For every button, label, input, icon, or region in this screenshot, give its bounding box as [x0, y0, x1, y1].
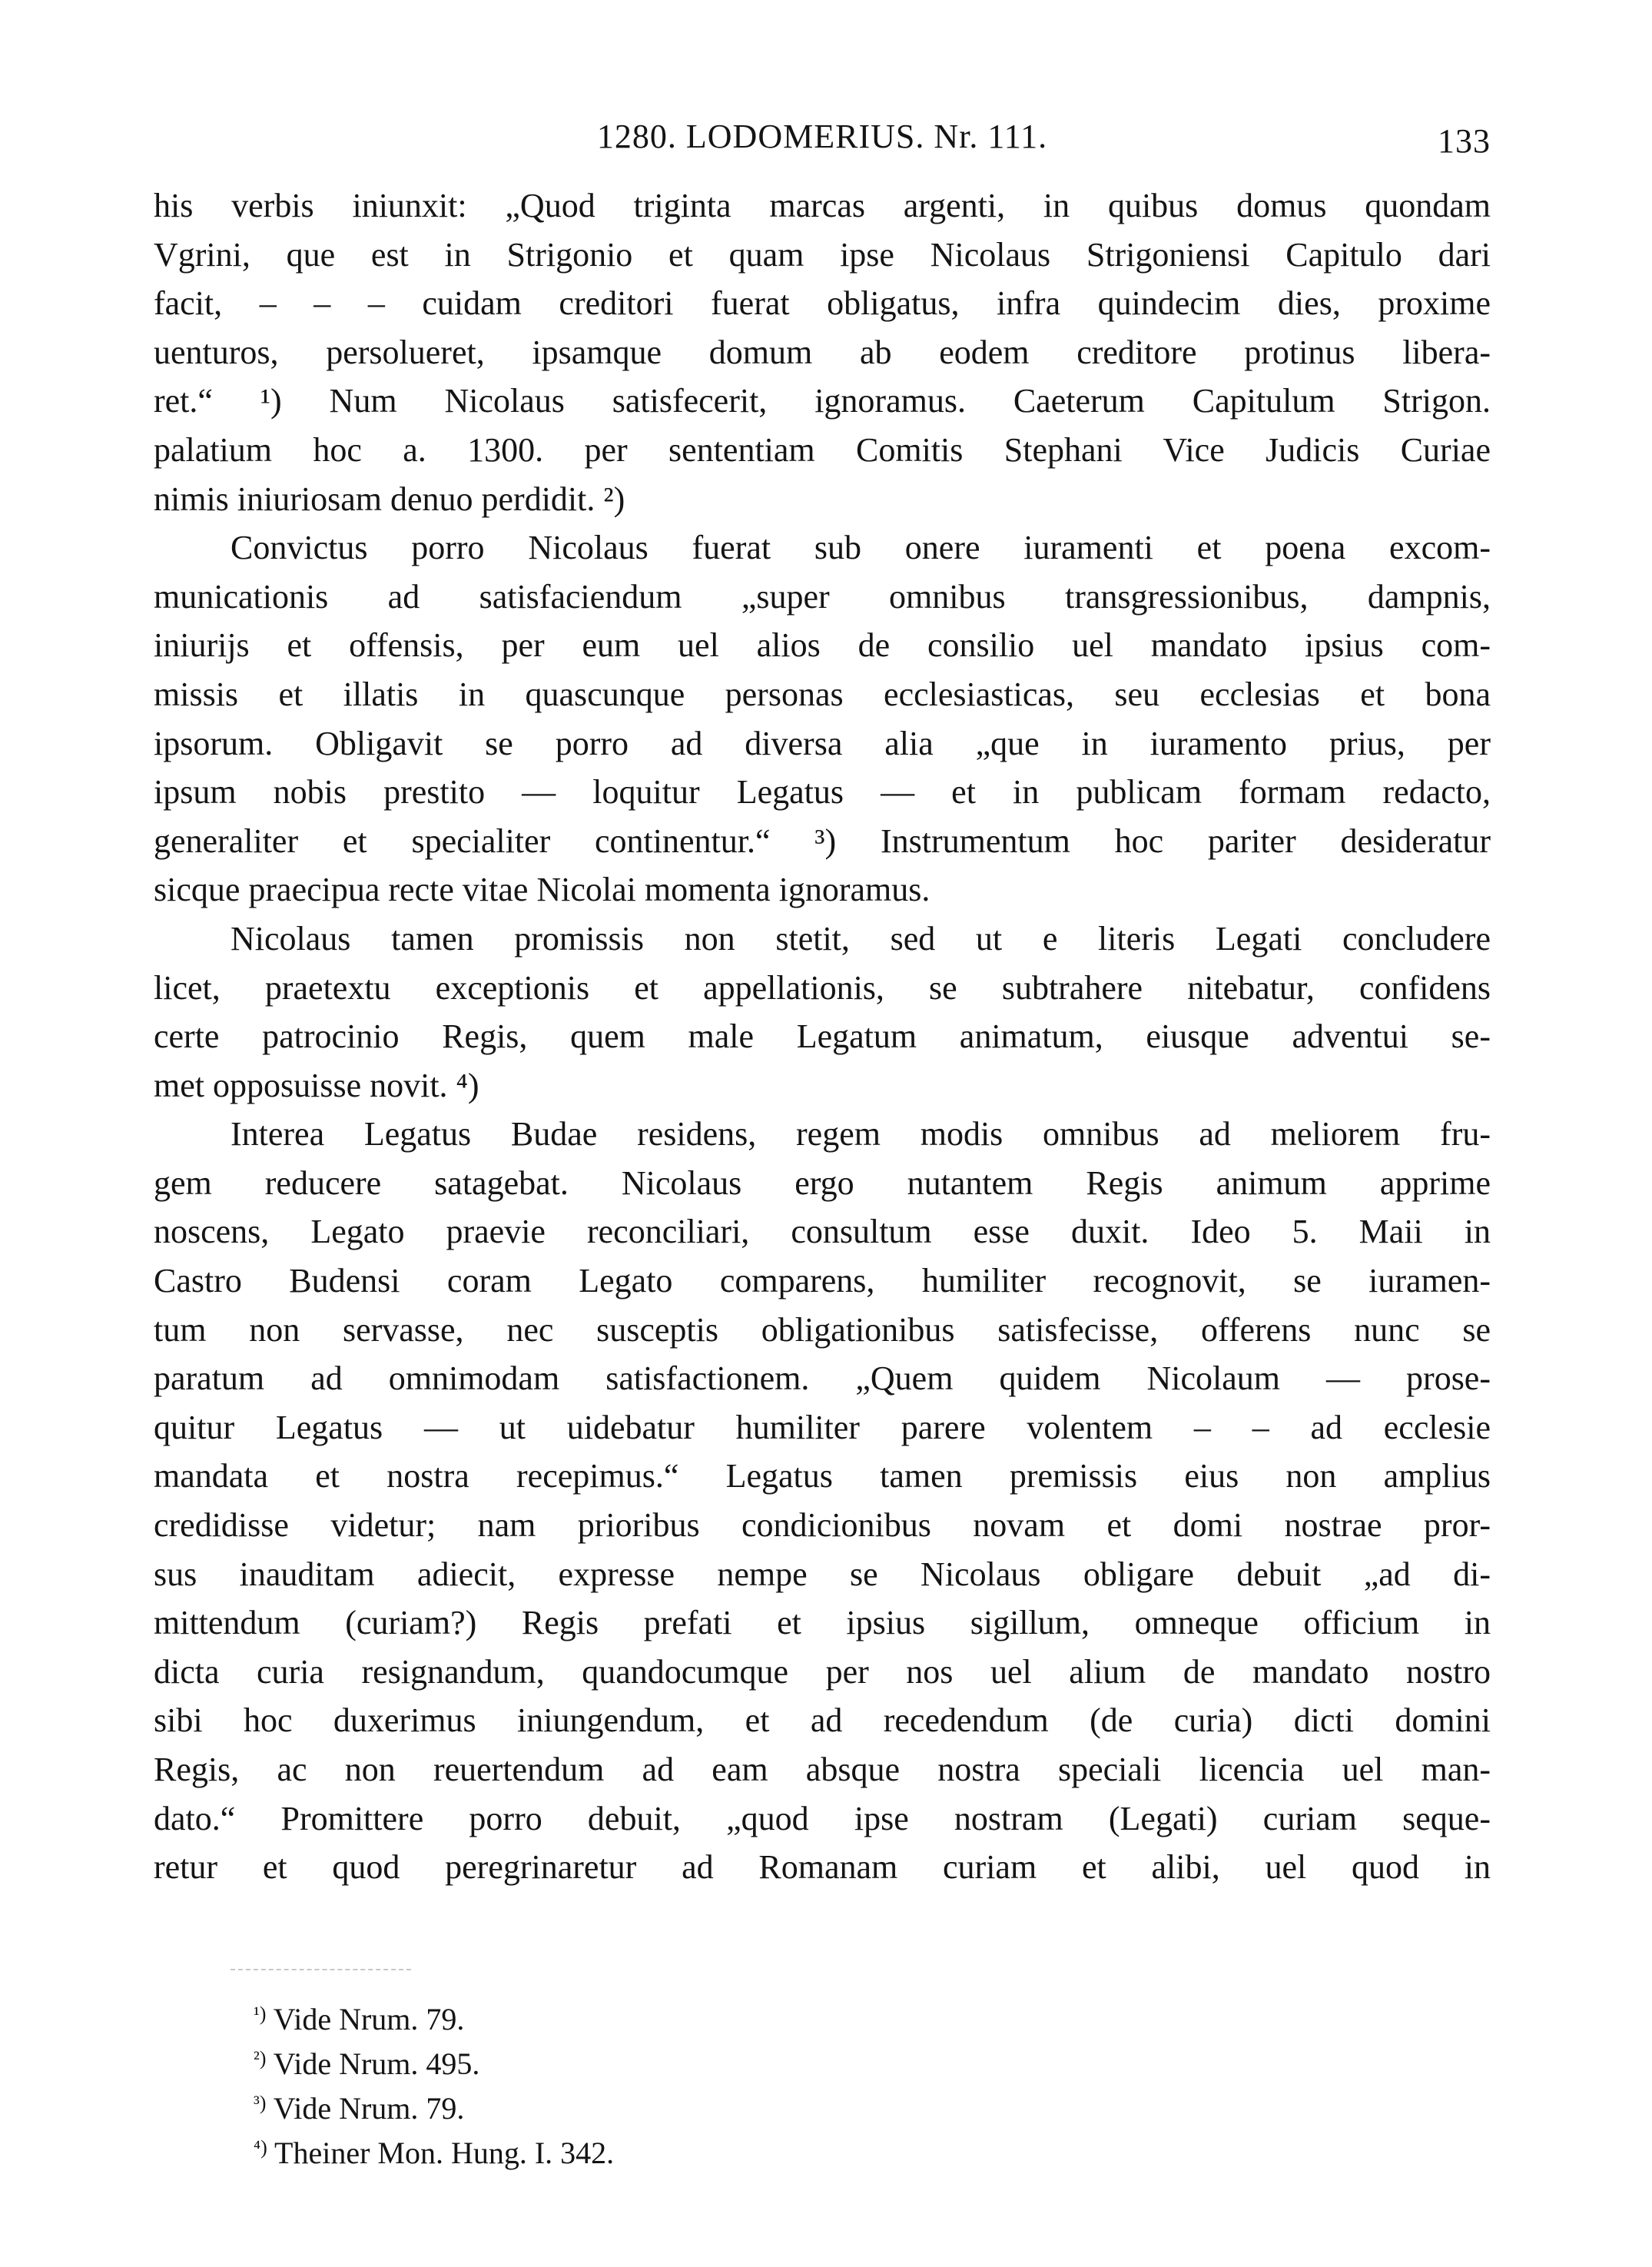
text-line: missis et illatis in quascunque personas ecclesiasticas, seu ecclesias et bona: [154, 675, 1491, 713]
text-line: his verbis iniunxit: „Quod triginta marcas argenti, in quibus domus quondam: [154, 187, 1491, 224]
footnote: [254, 2036, 614, 2081]
text-line: Castro Budensi coram Legato comparens, humiliter recognovit, se iuramen-: [154, 1262, 1491, 1300]
footnote-mark: ³): [254, 2092, 267, 2114]
footnote: [254, 2081, 614, 2126]
text-line: quitur Legatus — ut uidebatur humiliter parere volentem – – ad ecclesie: [154, 1408, 1491, 1446]
text-line: tum non servasse, nec susceptis obligationibus satisfecisse, offerens nunc se: [154, 1310, 1491, 1349]
footnotes: [254, 1992, 614, 2170]
text-line: generaliter et specialiter continentur.“ ³) Instrumentum hoc pariter desideratur: [154, 821, 1491, 860]
text-line: palatium hoc a. 1300. per sententiam Comitis Stephani Vice Judicis Curiae: [154, 430, 1491, 469]
text-line: Nicolaus tamen promissis non stetit, sed ut e literis Legati concludere: [231, 919, 1491, 958]
running-head-title: 1280. LODOMERIUS. Nr. 111.: [596, 118, 1048, 155]
footnote-text: Theiner Mon. Hung. I. 342.: [274, 2136, 615, 2170]
text-line: ipsorum. Obligavit se porro ad diversa alia „que in iuramento prius, per: [154, 724, 1491, 762]
footnote: [254, 2126, 614, 2170]
running-head: [154, 117, 1491, 163]
footnote: [254, 1992, 614, 2036]
footnote-text: Vide Nrum. 495.: [273, 2046, 480, 2081]
text-line: dato.“ Promittere porro debuit, „quod ipse nostram (Legati) curiam seque-: [154, 1799, 1491, 1837]
text-line: certe patrocinio Regis, quem male Legatum animatum, eiusque adventui se-: [154, 1017, 1491, 1056]
text-line: retur et quod peregrinaretur ad Romanam curiam et alibi, uel quod in: [154, 1848, 1491, 1887]
text-line: gem reducere satagebat. Nicolaus ergo nutantem Regis animum apprime: [154, 1163, 1491, 1202]
text-line: sibi hoc duxerimus iniungendum, et ad recedendum (de curia) dicti domini: [154, 1701, 1491, 1740]
text-line: credidisse videtur; nam prioribus condicionibus novam et domi nostrae pror-: [154, 1506, 1491, 1545]
footnote-text: Vide Nrum. 79.: [273, 2091, 465, 2126]
text-line: ret.“ ¹) Num Nicolaus satisfecerit, ignoramus. Caeterum Capitulum Strigon.: [154, 382, 1491, 420]
text-line: licet, praetextu exceptionis et appellationis, se subtrahere nitebatur, confidens: [154, 968, 1491, 1007]
text-line: ipsum nobis prestito — loquitur Legatus — et in publicam formam redacto,: [154, 773, 1491, 812]
text-line: sus inauditam adiecit, expresse nempe se Nicolaus obligare debuit „ad di-: [154, 1555, 1491, 1593]
footnote-mark: ¹): [254, 2003, 267, 2025]
text-line: sicque praecipua recte vitae Nicolai momenta ignoramus.: [154, 871, 930, 909]
page-number: 133: [1438, 122, 1491, 160]
text-line: facit, – – – cuidam creditori fuerat obligatus, infra quindecim dies, proxime: [154, 284, 1491, 323]
text-line: uenturos, persolueret, ipsamque domum ab eodem creditore protinus libera-: [154, 333, 1491, 371]
text-line: paratum ad omnimodam satisfactionem. „Quem quidem Nicolaum — prose-: [154, 1359, 1491, 1398]
footnote-mark: ⁴): [254, 2136, 267, 2159]
text-line: Interea Legatus Budae residens, regem modis omnibus ad meliorem fru-: [231, 1115, 1491, 1153]
text-line: met opposuisse novit. ⁴): [154, 1066, 479, 1104]
text-line: iniurijs et offensis, per eum uel alios de consilio uel mandato ipsius com-: [154, 626, 1491, 665]
footnote-separator: [231, 1969, 411, 1970]
text-line: noscens, Legato praevie reconciliari, consultum esse duxit. Ideo 5. Maii in: [154, 1213, 1491, 1251]
text-line: municationis ad satisfaciendum „super omnibus transgressionibus, dampnis,: [154, 577, 1491, 616]
text-line: Regis, ac non reuertendum ad eam absque nostra speciali licencia uel man-: [154, 1751, 1491, 1788]
text-line: Convictus porro Nicolaus fuerat sub onere iuramenti et poena excom-: [231, 529, 1491, 567]
footnote-mark: ²): [254, 2047, 267, 2070]
text-line: dicta curia resignandum, quandocumque per nos uel alium de mandato nostro: [154, 1652, 1491, 1691]
text-line: nimis iniuriosam denuo perdidit. ²): [154, 480, 625, 518]
footnote-text: Vide Nrum. 79.: [273, 2002, 465, 2036]
text-line: mandata et nostra recepimus.“ Legatus tamen premissis eius non amplius: [154, 1457, 1491, 1495]
text-line: Vgrini, que est in Strigonio et quam ipse Nicolaus Strigoniensi Capitulo dari: [154, 235, 1491, 274]
body-text: [154, 181, 1491, 1892]
text-line: mittendum (curiam?) Regis prefati et ipsius sigillum, omneque officium in: [154, 1604, 1491, 1642]
